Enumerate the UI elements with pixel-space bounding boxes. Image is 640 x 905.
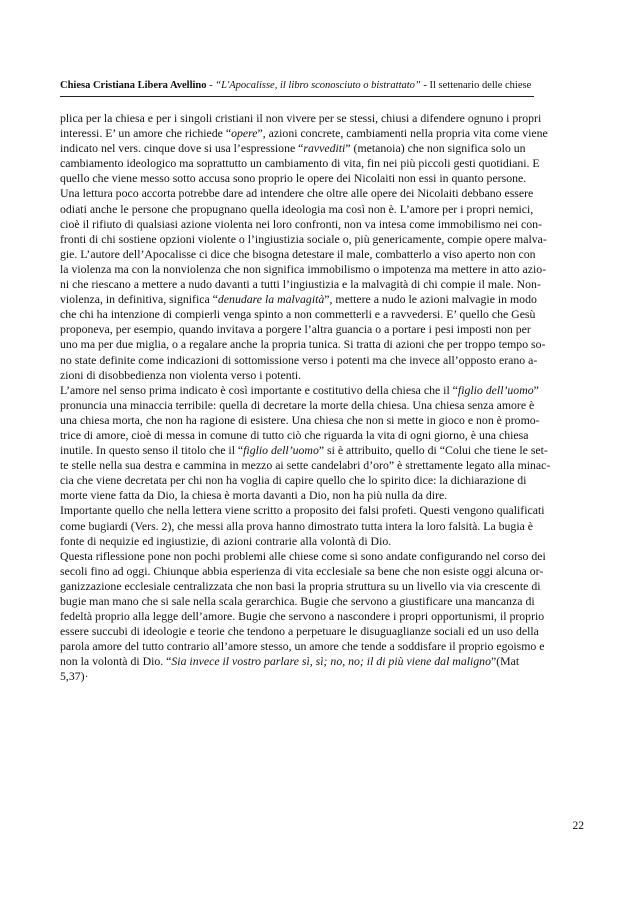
paragraph-1 — [60, 111, 580, 383]
text-line: 5,37)· — [60, 669, 89, 684]
text-line: cambiamento ideologico ma soprattutto un cambiamento di vita, fin nei più piccoli gesti quotidiani. E — [60, 156, 540, 171]
text-line: Importante quello che nella lettera viene scritto a proposito dei falsi profeti. Questi vengono qualificati — [60, 503, 545, 518]
text-line: come bugiardi (Vers. 2), che messi alla prova hanno dimostrato tutta intera la loro falsità. La bugia è — [60, 518, 534, 533]
text-line: te stelle nella sua destra e cammina in mezzo ai sette candelabri d’oro” è strettamente legato alla minac- — [60, 458, 551, 473]
text-line: plica per la chiesa e per i singoli cristiani il non vivere per se stessi, chiusi a difendere ognuno i propri — [60, 111, 542, 125]
header-separator: - — [206, 80, 216, 91]
text-line: che chi ha intenzione di compierli venga spinto a non commetterli e a ravvedersi. E’ quello che Gesù — [60, 307, 536, 322]
text-line: indicato nel vers. cinque dove si usa l’espressione “ravvediti” (metanoia) che non significa solo un — [60, 141, 526, 156]
text-line: cia che viene decretata per chi non ha voglia di capire quello che lo spirito dice: la dichiarazione di — [60, 473, 527, 488]
text-line: proponeva, per esempio, quando invitava a porgere l’altra guancia o a portare i pesi imposti non per — [60, 322, 531, 337]
text-line: zioni di disobbedienza non violenta verso i potenti. — [60, 367, 302, 382]
text-line: una chiesa morta, che non ha ragione di esistere. Una chiesa che non si mette in gioco e non è promo- — [60, 412, 540, 427]
text-line: bugie man mano che si sale nella scala gerarchica. Bugie che servono a giustificare una mancanza di — [60, 594, 535, 608]
text-line: cioè il rifiuto di qualsiasi azione violenta nei loro confronti, non va intesa come immobilismo nei con- — [60, 216, 542, 231]
text-line: morte viene fatta da Dio, la chiesa è morta davanti a Dio, non ha più nulla da dire. — [60, 488, 448, 503]
text-line: fonte di nequizie ed ingiustizie, di azioni contrarie alla volontà di Dio. — [60, 533, 392, 548]
text-line: la violenza ma con la nonviolenza che non significa immobilismo o impotenza ma mettere in atto azio- — [60, 261, 547, 276]
text-line: quello che viene messo sotto accusa sono proprio le opere dei Nicolaiti non essi in quanto persone. — [60, 171, 527, 186]
text-line: uno ma per due miglia, o a regalare anche la propria tunica. Si tratta di azioni che per troppo tempo so- — [60, 337, 546, 352]
text-line: inutile. In questo senso il titolo che il “figlio dell’uomo” si è attribuito, quello di “Colui che tiene le set- — [60, 443, 548, 458]
header-rule — [60, 96, 534, 97]
text-line: L’amore nel senso prima indicato è così importante e costitutivo della chiesa che il “figlio dell’uomo” — [60, 382, 539, 397]
paragraph-4 — [60, 549, 580, 685]
text-line: fedeltà proprio alla legge dell’amore. Bugie che servono a nascondere i propri opportunismi, il proprio — [60, 609, 545, 624]
text-line: ni che riescano a mettere a nudo davanti a tutti l’ingiustizia e la malvagità di chi compie il male. Non- — [60, 277, 541, 292]
paragraph-2 — [60, 383, 580, 504]
text-line: odiati anche le persone che propugnano quella ideologia ma così non è. L’amore per i propri nemici, — [60, 201, 534, 216]
text-line: essere succubi di ideologie e teorie che tendono a perpetuare le disuguaglianze sociali ed un uso della — [60, 624, 539, 639]
text-line: gie. L’autore dell’Apocalisse ci dice che bisogna detestare il male, combatterlo a viso aperto non con — [60, 246, 536, 261]
text-line: ganizzazione ecclesiale centralizzata che non basi la propria struttura su un livello via via crescente di — [60, 578, 541, 593]
text-line: no state definite come indicazioni di sottomissione verso i potenti ma che invece all’opposto erano a- — [60, 352, 538, 367]
page-number: 22 — [572, 820, 584, 832]
header-section: - Il settenario delle chiese — [420, 80, 532, 91]
body-text — [60, 111, 580, 685]
text-line: parola amore del tutto contrario all’amore stesso, un amore che tende a soddisfare il proprio egoismo e — [60, 639, 545, 654]
text-line: secoli fino ad oggi. Chiunque abbia esperienza di vita ecclesiale sa bene che non esiste oggi alcuna or- — [60, 563, 544, 578]
text-line: pronuncia una minaccia terribile: quella di decretare la morte della chiesa. Una chiesa senza amore è — [60, 397, 535, 412]
header-organization: Chiesa Cristiana Libera Avellino — [60, 80, 207, 91]
paragraph-3 — [60, 503, 580, 548]
text-line: violenza, in definitiva, significa “denudare la malvagità”, mettere a nudo le azioni malvagie in modo — [60, 292, 537, 307]
text-line: fronti di chi sostiene opzioni violente o l’ingiustizia sociale o, più genericamente, compie opere malva- — [60, 231, 547, 246]
text-line: trice di amore, cioè di messa in comune di tutto ciò che riguarda la vita di ogni giorno, è una chiesa — [60, 427, 529, 442]
text-line: interessi. E’ un amore che richiede “opere”, azioni concrete, cambiamenti nella propria vita come viene — [60, 126, 548, 141]
text-line: non la volontà di Dio. “Sia invece il vostro parlare sì, sì; no, no; il di più viene dal maligno”(Mat — [60, 654, 520, 669]
text-line: Una lettura poco accorta potrebbe dare ad intendere che oltre alle opere dei Nicolaiti debbano essere — [60, 186, 534, 201]
header-work-title: “L'Apocalisse, il libro sconosciuto o bistrattato” — [215, 80, 421, 91]
running-header — [60, 79, 580, 92]
text-line: Questa riflessione pone non pochi problemi alle chiese come si sono andate configurando nel corso dei — [60, 548, 546, 563]
